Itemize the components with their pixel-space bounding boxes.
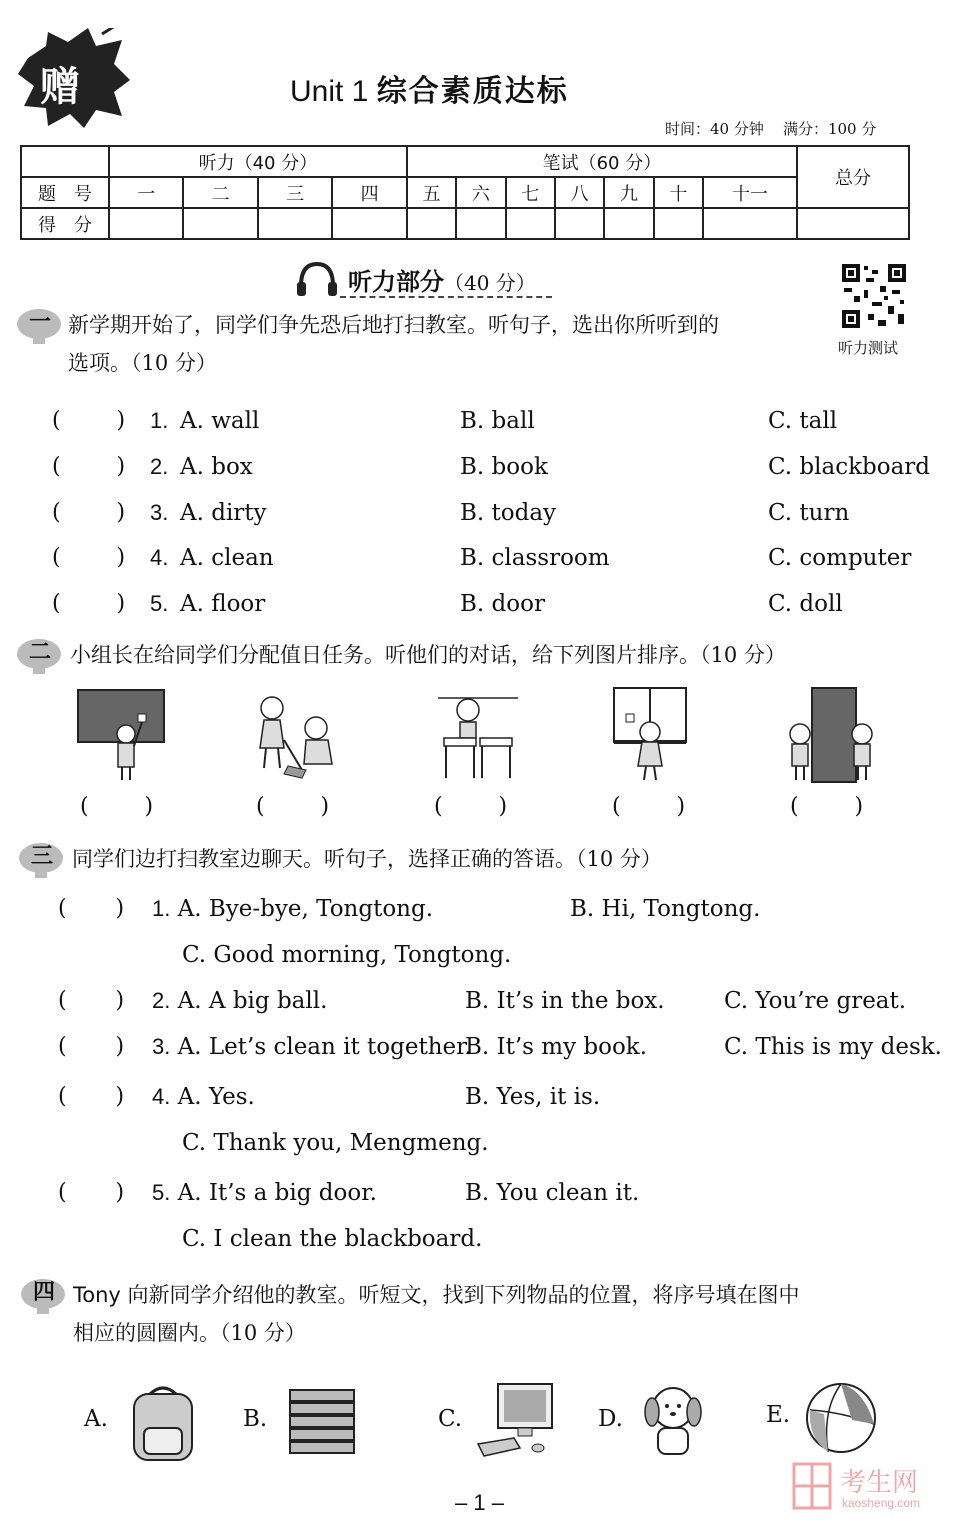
qr-code-icon[interactable] [840,262,908,330]
section-3-points: （10 分） [576,847,662,871]
qnum-cell: 八 [555,177,604,208]
option-c: C. Good morning, Tongtong. [182,942,512,968]
item-label-b: B. [243,1406,268,1432]
score-cell[interactable] [797,208,909,239]
option-b: B. It’s my book. [465,1034,648,1060]
section-3-instr: 同学们边打扫教室边聊天。听句子，选择正确的答语。 [72,847,576,871]
section-4-points: （10 分） [220,1321,306,1345]
score-cell[interactable] [555,208,604,239]
section-3-number: 三 [31,844,54,869]
answer-blank[interactable]: ( ) [612,794,686,819]
option-b: B. door [460,591,545,617]
girl-cleaning-blackboard-picture [76,688,166,784]
score-cell[interactable] [407,208,456,239]
computer-icon [474,1382,558,1460]
score-cell[interactable] [258,208,332,239]
section-2-points: （10 分） [700,643,786,667]
answer-blank[interactable]: ( ) [58,1034,125,1059]
option-a: A. Let’s clean it together. [177,1034,472,1060]
headphones-icon [295,260,339,298]
s3-q3 [152,1034,472,1060]
section-4-instr-line2: 相应的圆圈内。 [73,1321,220,1345]
option-a: A. dirty [180,500,267,526]
option-a: A. Yes. [177,1084,255,1110]
option-c: C. Thank you, Mengmeng. [182,1130,489,1156]
section-4-instructions [73,1276,943,1352]
qnum-cell: 五 [407,177,456,208]
score-cell[interactable] [183,208,257,239]
section-2-instructions [70,636,786,674]
score-cell[interactable] [456,208,505,239]
question-number: 1. [150,408,169,433]
backpack-icon [122,1384,204,1466]
answer-blank[interactable]: ( ) [58,988,125,1013]
kids-sweeping-floor-picture [250,690,346,782]
qr-label: 听力测试 [838,339,899,357]
option-c: C. This is my desk. [724,1034,942,1060]
option-b: B. It’s in the box. [465,988,665,1014]
listening-title [348,262,536,297]
qnum: 3. [152,1034,171,1059]
score-cell[interactable] [332,208,406,239]
exam-meta [665,118,876,139]
option-b: B. today [460,500,557,526]
watermark-logo-icon [792,1462,832,1510]
watermark-url: kaosheng.com [842,1496,921,1510]
section-1-instructions [68,306,838,382]
section-4-number: 四 [33,1280,56,1305]
score-cell[interactable] [654,208,703,239]
qnum: 1. [152,896,171,921]
option-a: A. A big ball. [177,988,328,1014]
score-cell[interactable] [703,208,797,239]
answer-blank[interactable]: ( ) [52,408,126,433]
answer-blank[interactable]: ( ) [52,500,126,525]
option-a: A. clean [180,545,274,571]
qnum-label: 题 号 [21,177,109,208]
toy-dog-icon [640,1384,706,1460]
option-b: B. ball [460,408,535,434]
item-label-d: D. [598,1406,623,1432]
question-number: 3. [150,500,169,525]
section-4-instr-line1: Tony 向新同学介绍他的教室。听短文，找到下列物品的位置，将序号填在图中 [73,1283,800,1307]
qnum-cell: 七 [506,177,555,208]
qnum-cell: 一 [109,177,183,208]
option-c: C. blackboard [768,454,931,480]
page-title [290,66,569,110]
qnum: 2. [152,988,171,1013]
score-cell[interactable] [604,208,653,239]
qnum: 5. [152,1180,171,1205]
answer-blank[interactable]: ( ) [434,794,508,819]
item-label-a: A. [84,1406,108,1432]
girl-cleaning-window-picture [612,686,688,784]
option-a: A. wall [180,408,260,434]
qnum-cell: 十 [654,177,703,208]
s3-q4 [152,1084,255,1110]
section-3-instructions [72,840,662,878]
answer-blank[interactable]: ( ) [80,794,154,819]
answer-blank[interactable]: ( ) [52,591,126,616]
item-label-e: E. [766,1402,791,1428]
option-b: B. classroom [460,545,610,571]
option-b: B. You clean it. [465,1180,640,1206]
section-2-number: 二 [29,640,52,665]
section-1-instr-line1: 新学期开始了，同学们争先恐后地打扫教室。听句子，选出你所听到的 [68,313,719,337]
option-a: A. box [180,454,253,480]
answer-blank[interactable]: ( ) [58,1180,125,1205]
option-a: A. floor [180,591,266,617]
item-label-c: C. [438,1406,463,1432]
score-cell[interactable] [109,208,183,239]
s3-q5 [152,1180,377,1206]
qnum-cell: 三 [258,177,332,208]
s3-q1 [152,896,433,922]
score-cell[interactable] [506,208,555,239]
question-number: 2. [150,454,169,479]
question-number: 4. [150,545,169,570]
option-c: C. tall [768,408,838,434]
option-c: C. I clean the blackboard. [182,1226,483,1252]
writing-header: 笔试（60 分） [407,146,797,177]
option-c: C. doll [768,591,843,617]
qnum-cell: 六 [456,177,505,208]
score-table [20,145,910,240]
option-b: B. Yes, it is. [465,1084,601,1110]
qnum-cell: 十一 [703,177,797,208]
option-c: C. computer [768,545,912,571]
qnum-cell: 四 [332,177,406,208]
answer-blank[interactable]: ( ) [52,545,126,570]
listening-points: （40 分） [444,271,536,295]
books-stack-icon [286,1388,358,1460]
option-b: B. book [460,454,548,480]
score-label: 得 分 [21,208,109,239]
answer-blank[interactable]: ( ) [790,794,864,819]
section-2-instr: 小组长在给同学们分配值日任务。听他们的对话，给下列图片排序。 [70,643,700,667]
option-c: C. turn [768,500,850,526]
answer-blank[interactable]: ( ) [58,896,125,921]
question-number: 5. [150,591,169,616]
watermark-text: 考生网 [840,1468,919,1498]
ball-icon [804,1380,878,1456]
title-zh: 综合素质达标 [376,74,569,109]
section-1-points: （10 分） [131,351,217,375]
option-c: C. You’re great. [724,988,907,1014]
full-score: 满分：100 分 [782,120,877,138]
boy-cleaning-desks-picture [438,690,518,782]
badge-label: 赠 [40,64,80,110]
answer-blank[interactable]: ( ) [52,454,126,479]
qnum-cell: 九 [604,177,653,208]
s3-q2 [152,988,327,1014]
section-1-instr-line2: 选项。 [68,351,131,375]
qnum-cell: 二 [183,177,257,208]
qnum: 4. [152,1084,171,1109]
title-en: Unit 1 [290,75,369,108]
answer-blank[interactable]: ( ) [58,1084,125,1109]
option-a: A. Bye-bye, Tongtong. [177,896,434,922]
kids-cleaning-door-picture [782,686,878,784]
option-b: B. Hi, Tongtong. [570,896,761,922]
time-limit: 时间：40 分钟 [665,120,764,138]
title-underline [340,296,552,298]
listening-title-text: 听力部分 [348,268,444,296]
page-number: – 1 – [455,1490,504,1515]
total-header: 总分 [797,146,909,208]
answer-blank[interactable]: ( ) [256,794,330,819]
option-a: A. It’s a big door. [177,1180,377,1206]
listening-header: 听力（40 分） [109,146,407,177]
section-1-number: 一 [29,310,52,335]
